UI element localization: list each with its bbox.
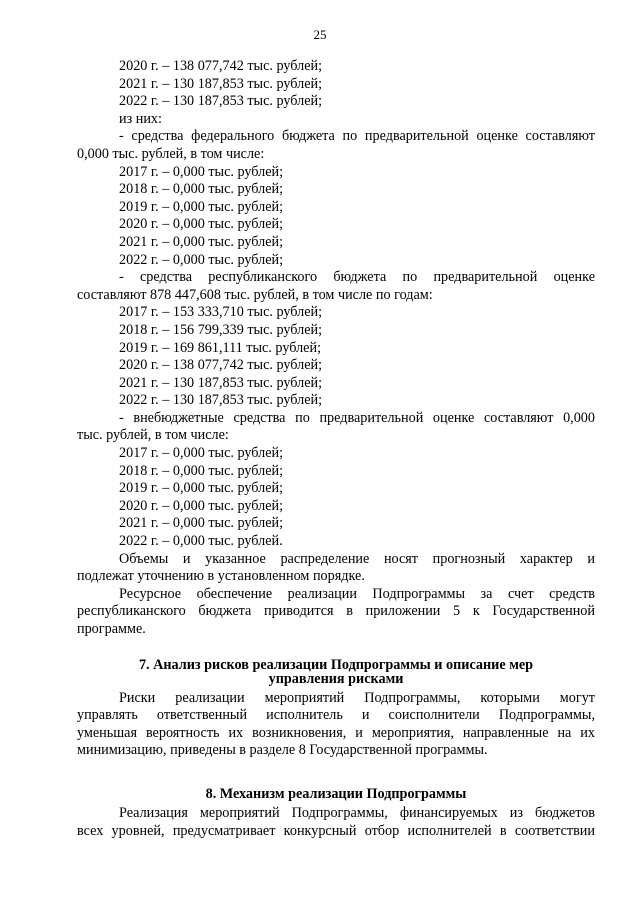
republic-budget-intro-cont: составляют 878 447,608 тыс. рублей, в том числе по годам: (77, 286, 433, 303)
resource-paragraph-cont: республиканского бюджета приводится в приложении 5 к Государственной (77, 603, 595, 620)
republic-budget-intro: - средства республиканского бюджета по предварительной оценке (119, 269, 595, 286)
federal-budget-intro: - средства федерального бюджета по предварительной оценке составляют (119, 128, 595, 145)
federal-budget-intro-cont: 0,000 тыс. рублей, в том числе: (77, 145, 265, 162)
text-line: 2021 г. – 130 187,853 тыс. рублей; (119, 75, 323, 92)
resource-paragraph-end: программе. (77, 621, 146, 637)
volumes-paragraph-cont: подлежат уточнению в установленном порядке. (77, 568, 365, 585)
federal-year-line: 2018 г. – 0,000 тыс. рублей; (119, 181, 284, 198)
section-8-title: 8. Механизм реализации Подпрограммы (205, 785, 467, 802)
risks-paragraph-cont: управлять ответственный исполнитель и соисполнители Подпрограммы, (77, 707, 595, 724)
republic-year-line: 2021 г. – 130 187,853 тыс. рублей; (119, 374, 323, 391)
republic-year-line: 2020 г. – 138 077,742 тыс. рублей; (119, 357, 323, 374)
republic-year-line: 2019 г. – 169 861,111 тыс. рублей; (119, 339, 322, 356)
extrabudget-year-line: 2022 г. – 0,000 тыс. рублей. (119, 533, 283, 550)
federal-year-line: 2020 г. – 0,000 тыс. рублей; (119, 216, 284, 233)
page-body (77, 58, 595, 840)
extrabudget-intro-cont: тыс. рублей, в том числе: (77, 427, 229, 444)
risks-paragraph: Риски реализации мероприятий Подпрограммы, которыми могут (119, 689, 595, 706)
section-7-title: 7. Анализ рисков реализации Подпрограммы и описание мер (138, 656, 534, 673)
republic-year-line: 2018 г. – 156 799,339 тыс. рублей; (119, 321, 323, 338)
extrabudget-year-line: 2020 г. – 0,000 тыс. рублей; (119, 497, 284, 514)
volumes-paragraph: Объемы и указанное распределение носят прогнозный характер и (119, 550, 595, 567)
extrabudget-year-line: 2018 г. – 0,000 тыс. рублей; (119, 462, 284, 479)
risks-paragraph-cont: уменьшая вероятность их возникновения, и мероприятия, направленные на их (77, 724, 595, 741)
republic-year-line: 2017 г. – 153 333,710 тыс. рублей; (119, 304, 323, 321)
risks-paragraph-end: минимизацию, приведены в разделе 8 Государственной программы. (77, 742, 488, 759)
federal-year-line: 2022 г. – 0,000 тыс. рублей; (119, 251, 284, 268)
extrabudget-year-line: 2017 г. – 0,000 тыс. рублей; (119, 445, 284, 462)
text-line: 2020 г. – 138 077,742 тыс. рублей; (119, 58, 323, 74)
mechanism-paragraph-cont: всех уровней, предусматривает конкурсный отбор исполнителей в соответствии (77, 822, 595, 839)
republic-year-line: 2022 г. – 130 187,853 тыс. рублей; (119, 392, 323, 409)
text-line: из них: (119, 110, 162, 127)
federal-year-line: 2019 г. – 0,000 тыс. рублей; (119, 198, 284, 215)
mechanism-paragraph: Реализация мероприятий Подпрограммы, финансируемых из бюджетов (119, 804, 595, 821)
extrabudget-year-line: 2021 г. – 0,000 тыс. рублей; (119, 515, 284, 532)
federal-year-line: 2021 г. – 0,000 тыс. рублей; (119, 233, 284, 250)
federal-year-line: 2017 г. – 0,000 тыс. рублей; (119, 163, 284, 180)
section-7-title-cont: управления рисками (268, 670, 404, 687)
page-number: 25 (313, 27, 327, 42)
resource-paragraph: Ресурсное обеспечение реализации Подпрограммы за счет средств (119, 585, 595, 602)
extrabudget-year-line: 2019 г. – 0,000 тыс. рублей; (119, 480, 284, 497)
extrabudget-intro: - внебюджетные средства по предварительной оценке составляют 0,000 (119, 409, 595, 426)
text-line: 2022 г. – 130 187,853 тыс. рублей; (119, 93, 323, 110)
